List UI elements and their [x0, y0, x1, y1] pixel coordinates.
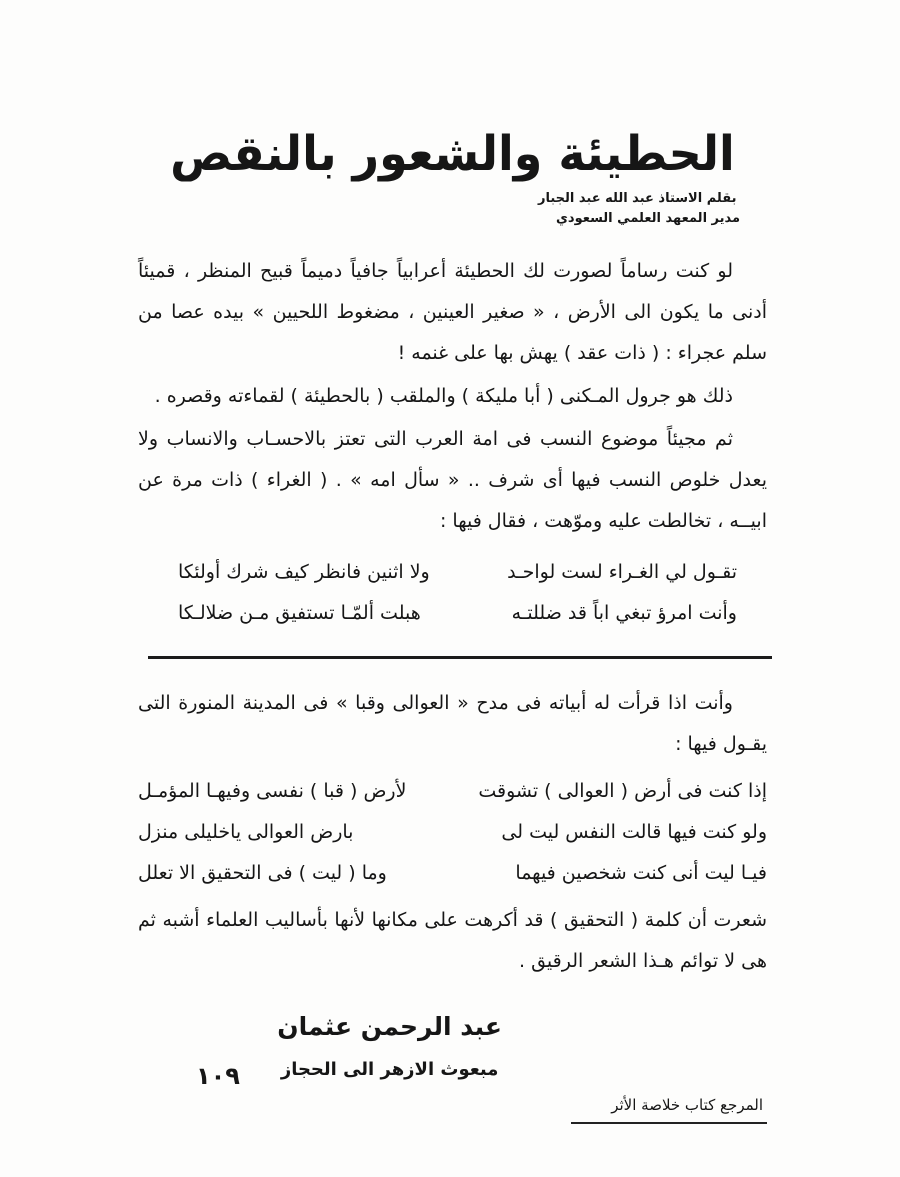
page-content — [138, 124, 767, 1124]
signature-name: عبد الرحمن عثمان — [277, 1011, 502, 1041]
reference-footnote: المرجع كتاب خلاصة الأثر — [571, 1096, 767, 1124]
paragraph-2: ذلك هو جرول المـكنى ( أبا مليكة ) والملقب ( بالحطيئة ) لقماءته وقصره . — [154, 384, 733, 407]
verse-line — [138, 812, 767, 853]
byline-author: بقلم الاستاذ عبد الله عبد الجبار — [538, 190, 737, 206]
hemistich-right: وأنت امرؤ تبغي اباً قد ضللتـه — [511, 601, 737, 624]
paragraph-1: لو كنت رساماً لصورت لك الحطيئة أعرابياً جافياً دميماً قبيح المنظر ، قميئاً أدنى ما يكون الى الأرض ، « صغير العينين ، مضغوط اللحيين » بيده عصا من سلم عجراء : ( ذات عقد ) يهش بها على غنمه ! — [138, 259, 767, 364]
hemistich-left: ولا اثنين فانظر كيف شرك أولئكا — [178, 560, 430, 583]
paragraph-3: ثم مجيئاً موضوع النسب فى امة العرب التى تعتز بالاحسـاب والانساب ولا يعدل خلوص النسب فيها أى شرف .. « سأل امه » . ( الغراء ) ذات مرة عن ابيــه ، تخالطت عليه وموّهت ، فقال فيها : — [138, 427, 767, 532]
signature-block — [201, 1012, 578, 1080]
section-divider — [148, 656, 772, 659]
verse-line — [178, 552, 737, 593]
verse-line — [138, 853, 767, 894]
byline-role: مدير المعهد العلمي السعودي — [556, 210, 741, 226]
page-number: ١٠٩ — [196, 1062, 240, 1090]
hemistich-left: هبلت ألمّـا تستفيق مـن ضلالـكا — [178, 601, 421, 624]
paragraph-madh: وأنت اذا قرأت له أبياته فى مدح « العوالى وقبا » فى المدينة المنورة التى يقـول فيها : — [138, 691, 767, 755]
hemistich-right: فيـا ليت أنى كنت شخصين فيهما — [515, 861, 767, 884]
hemistich-left: وما ( ليت ) فى التحقيق الا تعلل — [138, 861, 387, 884]
verse-line — [138, 771, 767, 812]
article-title: الحطيئة والشعور بالنقص — [170, 124, 735, 182]
hemistich-right: ولو كنت فيها قالت النفس ليت لى — [501, 820, 767, 843]
hemistich-right: إذا كنت فى أرض ( العوالى ) تشوقت — [478, 779, 767, 802]
closing-paragraph: شعرت أن كلمة ( التحقيق ) قد أكرهت على مكانها لأنها بأساليب العلماء أشبه ثم هى لا توائم هـذا الشعر الرقيق . — [138, 908, 767, 972]
poem-second — [138, 771, 767, 894]
hemistich-left: بارض العوالى ياخليلى منزل — [138, 820, 354, 843]
hemistich-right: تقـول لي الغـراء لست لواحـد — [507, 560, 737, 583]
verse-line — [178, 593, 737, 634]
poem-first — [178, 552, 737, 634]
signature-role: مبعوث الازهر الى الحجاز — [280, 1058, 499, 1080]
byline-block — [138, 189, 767, 229]
hemistich-left: لأرض ( قبا ) نفسى وفيهـا المؤمـل — [138, 779, 407, 802]
